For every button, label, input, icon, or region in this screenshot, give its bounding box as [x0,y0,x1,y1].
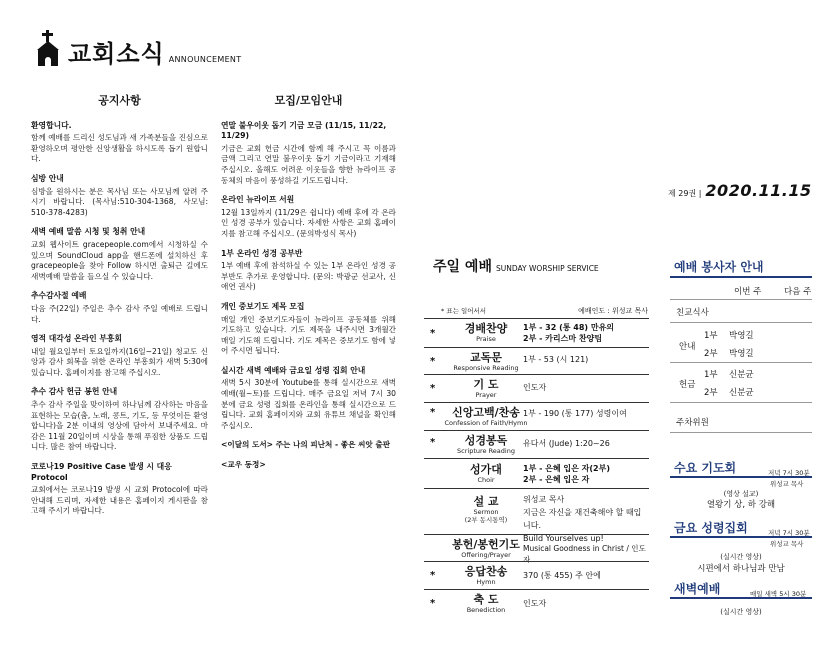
table-row [424,402,649,430]
friday-service-title: 금요 성령집회 [674,521,748,535]
item-body: 새벽 5시 30분에 Youtube를 통해 실시간으로 새벽 예배(월~토)를 드립니다. 매주 금요일 저녁 7시 30분에 금요 성령 집회를 온라인을 통해 실시간으로 드립니다. 교회 홈페이지와 교회 유튜브 채널을 확인해 주십시오. [221,378,396,430]
offering-1-name: 신분균 [729,370,754,380]
order-name: 경배찬양 [464,322,508,335]
announcements-column [31,96,208,526]
order-name: 성가대 [470,463,502,476]
order-detail: 1부 - 32 (통 48) 만유의 [523,323,615,332]
divider [670,299,812,300]
table-row [424,374,649,402]
list-item [221,249,396,293]
bulletin-date: 2020.11.15 [705,181,812,200]
standing-mark: * [430,328,436,339]
item-title: 영적 대각성 온라인 부흥회 [31,334,122,344]
page-title: 교회소식 [68,40,165,68]
item-body: 교회 웹사이트 gracepeople.com에서 시청하실 수 있으며 SoundCloud app을 핸드폰에 설치하신 후 gracepeople을 찾아 Follow 하시면 출퇴근 길에도 새벽예배 말씀을 들으실 수 있습니다. [31,239,208,281]
item-title: 1부 온라인 성경 공부반 [221,248,303,258]
standing-mark: * [430,570,436,581]
item-title: 추수감사절 예배 [31,291,87,301]
standing-note: * 표는 일어서서 [441,307,487,315]
friday-leader: 위성교 목사 [770,540,804,548]
order-detail: 2부 - 카리스마 찬양팀 [523,334,603,343]
wednesday-series: 열왕기 상, 하 강해 [706,500,776,510]
standing-mark: * [430,383,436,394]
item-body: 내일 월요일부터 토요일까지(16일~21일) 청교도 신앙과 감사 회복을 위한 온라인 부흥회가 새벽 5:30에 있습니다. 홈페이지를 참고해 주십시오. [31,346,208,377]
offering-label: 헌금 [679,380,696,390]
order-name: 봉헌/봉헌기도 [452,538,520,551]
col-next-week: 다음 주 [784,287,812,297]
item-title: 실시간 새벽 예배와 금요일 성령 집회 안내 [221,365,366,375]
interpretation-note: (2부 동시통역) [464,516,508,524]
divider [670,276,812,278]
edition-info [668,181,812,200]
list-item [221,121,396,187]
dawn-sub: (실시간 영상) [720,608,762,616]
order-name: 설 교 [473,495,499,508]
wednesday-leader: 위성교 목사 [770,480,804,488]
item-title: 코로나19 Positive Case 발생 시 대응 Protocol [31,462,172,482]
order-name: 기 도 [473,378,499,391]
worship-title-en: SUNDAY WORSHIP SERVICE [495,264,599,273]
order-detail: Musical Goodness in Christ / 인도자 [523,544,646,564]
item-title: 온라인 뉴라이프 서원 [221,195,295,205]
recruitment-heading: 모집/모임안내 [274,94,343,107]
volunteers-heading: 예배 봉사자 안내 [674,260,764,274]
order-detail: 370 (통 455) 주 안에 [523,571,601,580]
order-detail: 인도자 [523,599,547,608]
col-this-week: 이번 주 [734,287,762,297]
order-name-en: Prayer [475,391,497,399]
item-body: 12월 13일까지 (11/29은 쉽니다) 예배 후에 각 온라인 성경 공부가 있습니다. 자세한 사항은 교회 홈페이지를 참고해 주십시오. (문의박성식 목사) [221,207,396,238]
usher-label: 안내 [679,342,696,352]
order-name-en: Offering/Prayer [461,551,511,559]
wednesday-sub: (영상 설교) [723,490,759,498]
item-title: 연말 불우이웃 돕기 기금 모금 (11/15, 11/22, 11/29) [221,120,387,141]
list-item [31,334,208,378]
list-item [221,302,396,357]
sermon-title: 지금은 자신을 재건축해야 할 때입니다. [523,508,642,530]
divider [670,362,812,363]
offering-2: 2부 [704,388,718,398]
page-subtitle: ANNOUNCEMENT [168,55,242,64]
table-row [424,458,649,488]
usher-2-name: 박영길 [729,349,754,359]
order-name-en: Benediction [466,606,506,614]
item-title: 추수 감사 헌금 봉헌 안내 [31,387,118,397]
worship-leader: 예배인도 : 위성교 목사 [578,307,648,315]
list-item [31,227,208,282]
item-title: 심방 안내 [31,173,64,183]
table-row [424,534,649,564]
item-body: 1부 예배 후에 참석하실 수 있는 1부 온라인 성경 공부반도 추가로 운영합니다. (문의: 박광군 선교사, 신애연 권사) [221,261,396,292]
item-body: 함께 예배를 드리신 성도님과 새 가족분들을 진심으로 환영하오며 평안한 신앙생활을 하시도록 돕기 원합니다. [31,133,208,164]
standing-mark: * [430,598,436,609]
order-name: 응답찬송 [464,565,508,578]
parking-label: 주차위원 [676,418,709,428]
order-name: 축 도 [473,593,499,606]
list-item [31,387,208,453]
order-detail: 2부 - 은혜 입은 자 [523,475,590,484]
offering-2-name: 신분균 [729,388,754,398]
usher-1: 1부 [704,331,718,341]
order-detail: 위성교 목사 [523,495,565,504]
header [34,26,241,66]
divider [670,432,812,433]
order-name-en: Choir [477,476,495,484]
item-title: 환영합니다. [31,120,72,130]
standing-mark: * [430,437,436,448]
list-item [31,174,208,218]
order-name-en: Sermon [473,508,499,516]
recruitment-column [221,96,396,480]
table-row [424,488,649,543]
list-item [31,462,208,517]
order-detail: 1부 - 53 (시 121) [523,355,589,364]
item-body: 매일 개인 중보기도자들이 뉴라이프 공동체를 위해 기도하고 있습니다. 기도 제목을 내주시면 3개월간 매일 기도해 드립니다. 기도 제목은 중보기도 함에 넣어 주시면 됩니다. [221,314,396,356]
order-name: 성경봉독 [464,434,508,447]
usher-2: 2부 [704,349,718,359]
church-icon [34,30,62,66]
list-item [31,121,208,165]
order-detail: 1부 - 은혜 입은 자(2부) [523,464,611,473]
friday-sub: (실시간 영상) [720,553,762,561]
item-body: 교회에서는 코로나19 발생 시 교회 Protocol에 따라 안내해 드리며, 자세한 내용은 홈페이지 게시판을 참고해 주시기 바랍니다. [31,485,208,516]
order-name-en: Confession of Faith/Hymn [444,419,528,427]
dawn-service-title: 새벽예배 [674,582,721,596]
worship-title: 주일 예배 [433,259,492,275]
item-body: 다음 주(22일) 주일은 추수 감사 주일 예배로 드립니다. [31,303,208,324]
dawn-time: 매일 새벽 5시 30분 [750,590,807,598]
wednesday-prayer-title: 수요 기도회 [674,461,737,475]
order-detail: 유다서 (Jude) 1:20~26 [523,439,610,448]
order-name-en: Scripture Reading [457,447,515,455]
divider [670,402,812,403]
divider [670,322,812,323]
sermon-title-en: Build Yourselves up! [523,534,604,543]
item-body: 추수 감사 주일을 맞이하여 하나님께 감사하는 마음을 표현하는 모습(춤, 노래, 콩트, 기도, 등 무엇이든 환영합니다)을 2분 이내의 영상에 담아서 보내주세요. 마감은 11월 20일이며 시상을 통해 푸짐한 상품도 드립니다. 많은 참여 바랍니다. [31,400,208,452]
standing-mark: * [430,356,436,367]
item-body: 기금은 교회 헌금 시간에 함께 해 주시고 꼭 이름과 금액 그리고 연말 불우이웃 돕기 기금이라고 기재해 주십시오. 올해도 어려운 이웃들을 향한 뉴라이프 공동체의 마음이 풍성하길 기도드립니다. [221,143,396,185]
item-title: 새벽 예배 말씀 시청 및 청취 안내 [31,227,146,237]
table-row [424,430,649,458]
greeter-label: 친교식사 [676,308,709,318]
offering-1: 1부 [704,370,718,380]
list-item [221,440,396,451]
order-name-en: Hymn [476,578,496,586]
wednesday-time: 저녁 7시 30분 [768,469,810,477]
item-body: 심방을 원하시는 분은 목사님 또는 사모님께 알려 주시기 바랍니다. (목사님:510-304-1368, 사모님: 510-378-4283) [31,186,208,217]
table-row [424,347,649,374]
table-row [424,561,649,589]
standing-mark: * [430,407,436,418]
member-news: <교우 동정> [221,460,266,470]
list-item [221,460,396,471]
usher-1-name: 박영길 [729,331,754,341]
order-detail: 인도자 [523,383,547,392]
friday-series: 시편에서 하나님과 만남 [697,564,785,574]
book-of-month: <이달의 도서> 주는 나의 피난처 - 좋은 씨앗 출판 [221,440,391,450]
order-name: 교독문 [470,351,502,364]
item-title: 개인 중보기도 제목 모집 [221,301,305,311]
list-item [31,291,208,325]
announcements-heading: 공지사항 [98,94,141,107]
volume-number: 제 29권 | [668,189,702,198]
order-name: 신앙고백/찬송 [452,406,520,419]
table-row [424,318,649,347]
order-detail: 1부 - 190 (통 177) 성령이여 [523,409,627,418]
list-item [221,195,396,239]
table-row [424,589,649,615]
worship-heading [433,256,599,276]
order-name-en: Responsive Reading [453,364,519,372]
list-item [221,366,396,432]
order-name-en: Praise [476,335,496,343]
friday-time: 저녁 7시 30분 [768,529,810,537]
